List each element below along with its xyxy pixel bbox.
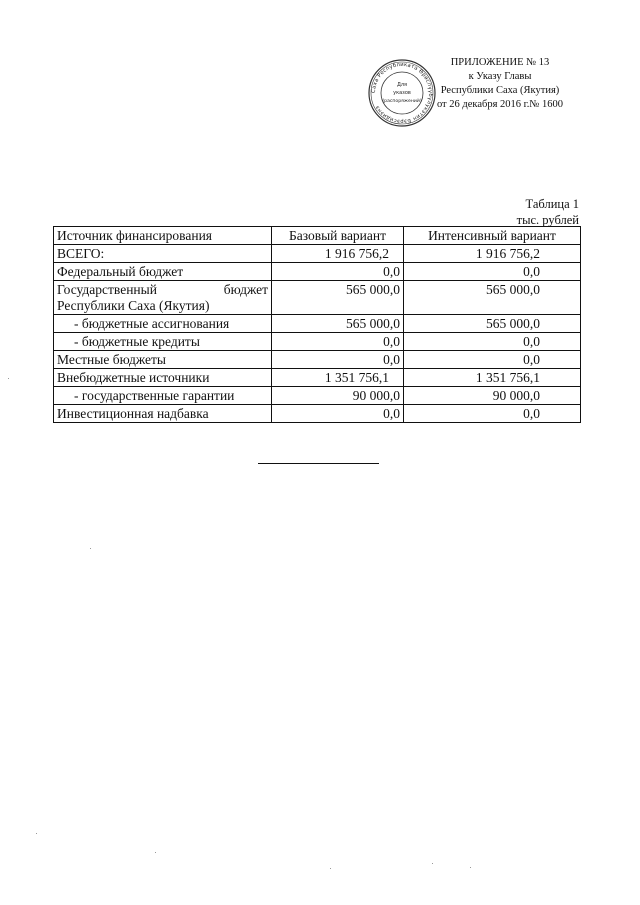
table-row — [54, 315, 581, 333]
table-row — [54, 281, 581, 315]
stamp-center-line2: указов — [393, 90, 411, 96]
table-unit: тыс. рублей — [516, 213, 579, 227]
closing-rule-divider — [258, 463, 379, 464]
row-source: Внебюджетные источники — [54, 369, 272, 387]
table-caption — [517, 196, 579, 228]
scan-speck — [155, 852, 156, 853]
table-header-row — [54, 227, 581, 245]
scan-speck — [36, 833, 37, 834]
row-base: 0,0 — [272, 351, 404, 369]
scan-speck — [470, 867, 471, 868]
table-row — [54, 245, 581, 263]
row-source: - бюджетные ассигнования — [54, 315, 272, 333]
stamp-center-line1: Для — [396, 82, 408, 88]
row-intensive: 0,0 — [404, 351, 581, 369]
row-base: 0,0 — [272, 263, 404, 281]
row-source: Государственный бюджет Республики Саха (Якутия) — [54, 281, 272, 315]
row-base: 565 000,0 — [272, 281, 404, 315]
decree-date-line: от 26 декабря 2016 г.№ 1600 — [436, 99, 564, 110]
scan-speck — [432, 863, 433, 864]
stamp-ring-text: Саха Республиката Өрөспүүбүлүкэтин Бэрэсидиэнэ — [370, 61, 434, 125]
row-intensive: 565 000,0 — [404, 281, 581, 315]
row-source: Местные бюджеты — [54, 351, 272, 369]
appendix-header — [425, 56, 575, 112]
row-source: Инвестиционная надбавка — [54, 405, 272, 423]
row-base: 0,0 — [272, 333, 404, 351]
republic-name-line: Республики Саха (Якутия) — [440, 85, 560, 96]
header-base: Базовый вариант — [272, 227, 404, 245]
row-source: - государственные гарантии — [54, 387, 272, 405]
scan-speck — [90, 548, 91, 549]
table-row — [54, 333, 581, 351]
row-intensive: 0,0 — [404, 263, 581, 281]
table-label: Таблица 1 — [525, 197, 579, 211]
row-intensive: 0,0 — [404, 333, 581, 351]
row-source: Федеральный бюджет — [54, 263, 272, 281]
decree-ref-line: к Указу Главы — [468, 71, 532, 82]
row-intensive: 1 351 756,1 — [404, 369, 581, 387]
row-base: 0,0 — [272, 405, 404, 423]
header-intensive: Интенсивный вариант — [404, 227, 581, 245]
row-intensive: 565 000,0 — [404, 315, 581, 333]
row-intensive: 1 916 756,2 — [404, 245, 581, 263]
table-row — [54, 387, 581, 405]
table-row — [54, 369, 581, 387]
appendix-number: ПРИЛОЖЕНИЕ № 13 — [450, 57, 550, 68]
table-row — [54, 405, 581, 423]
row-intensive: 0,0 — [404, 405, 581, 423]
row-intensive: 90 000,0 — [404, 387, 581, 405]
stamp-center-line3: (распоряжений) — [382, 99, 422, 104]
row-source: ВСЕГО: — [54, 245, 272, 263]
table-row — [54, 351, 581, 369]
row-base: 1 351 756,1 — [272, 369, 404, 387]
header-source: Источник финансирования — [54, 227, 272, 245]
row-base: 90 000,0 — [272, 387, 404, 405]
table-row — [54, 263, 581, 281]
financing-table — [53, 226, 581, 423]
scan-speck — [330, 868, 331, 869]
row-source: - бюджетные кредиты — [54, 333, 272, 351]
row-base: 1 916 756,2 — [272, 245, 404, 263]
row-base: 565 000,0 — [272, 315, 404, 333]
scan-speck — [8, 378, 9, 379]
